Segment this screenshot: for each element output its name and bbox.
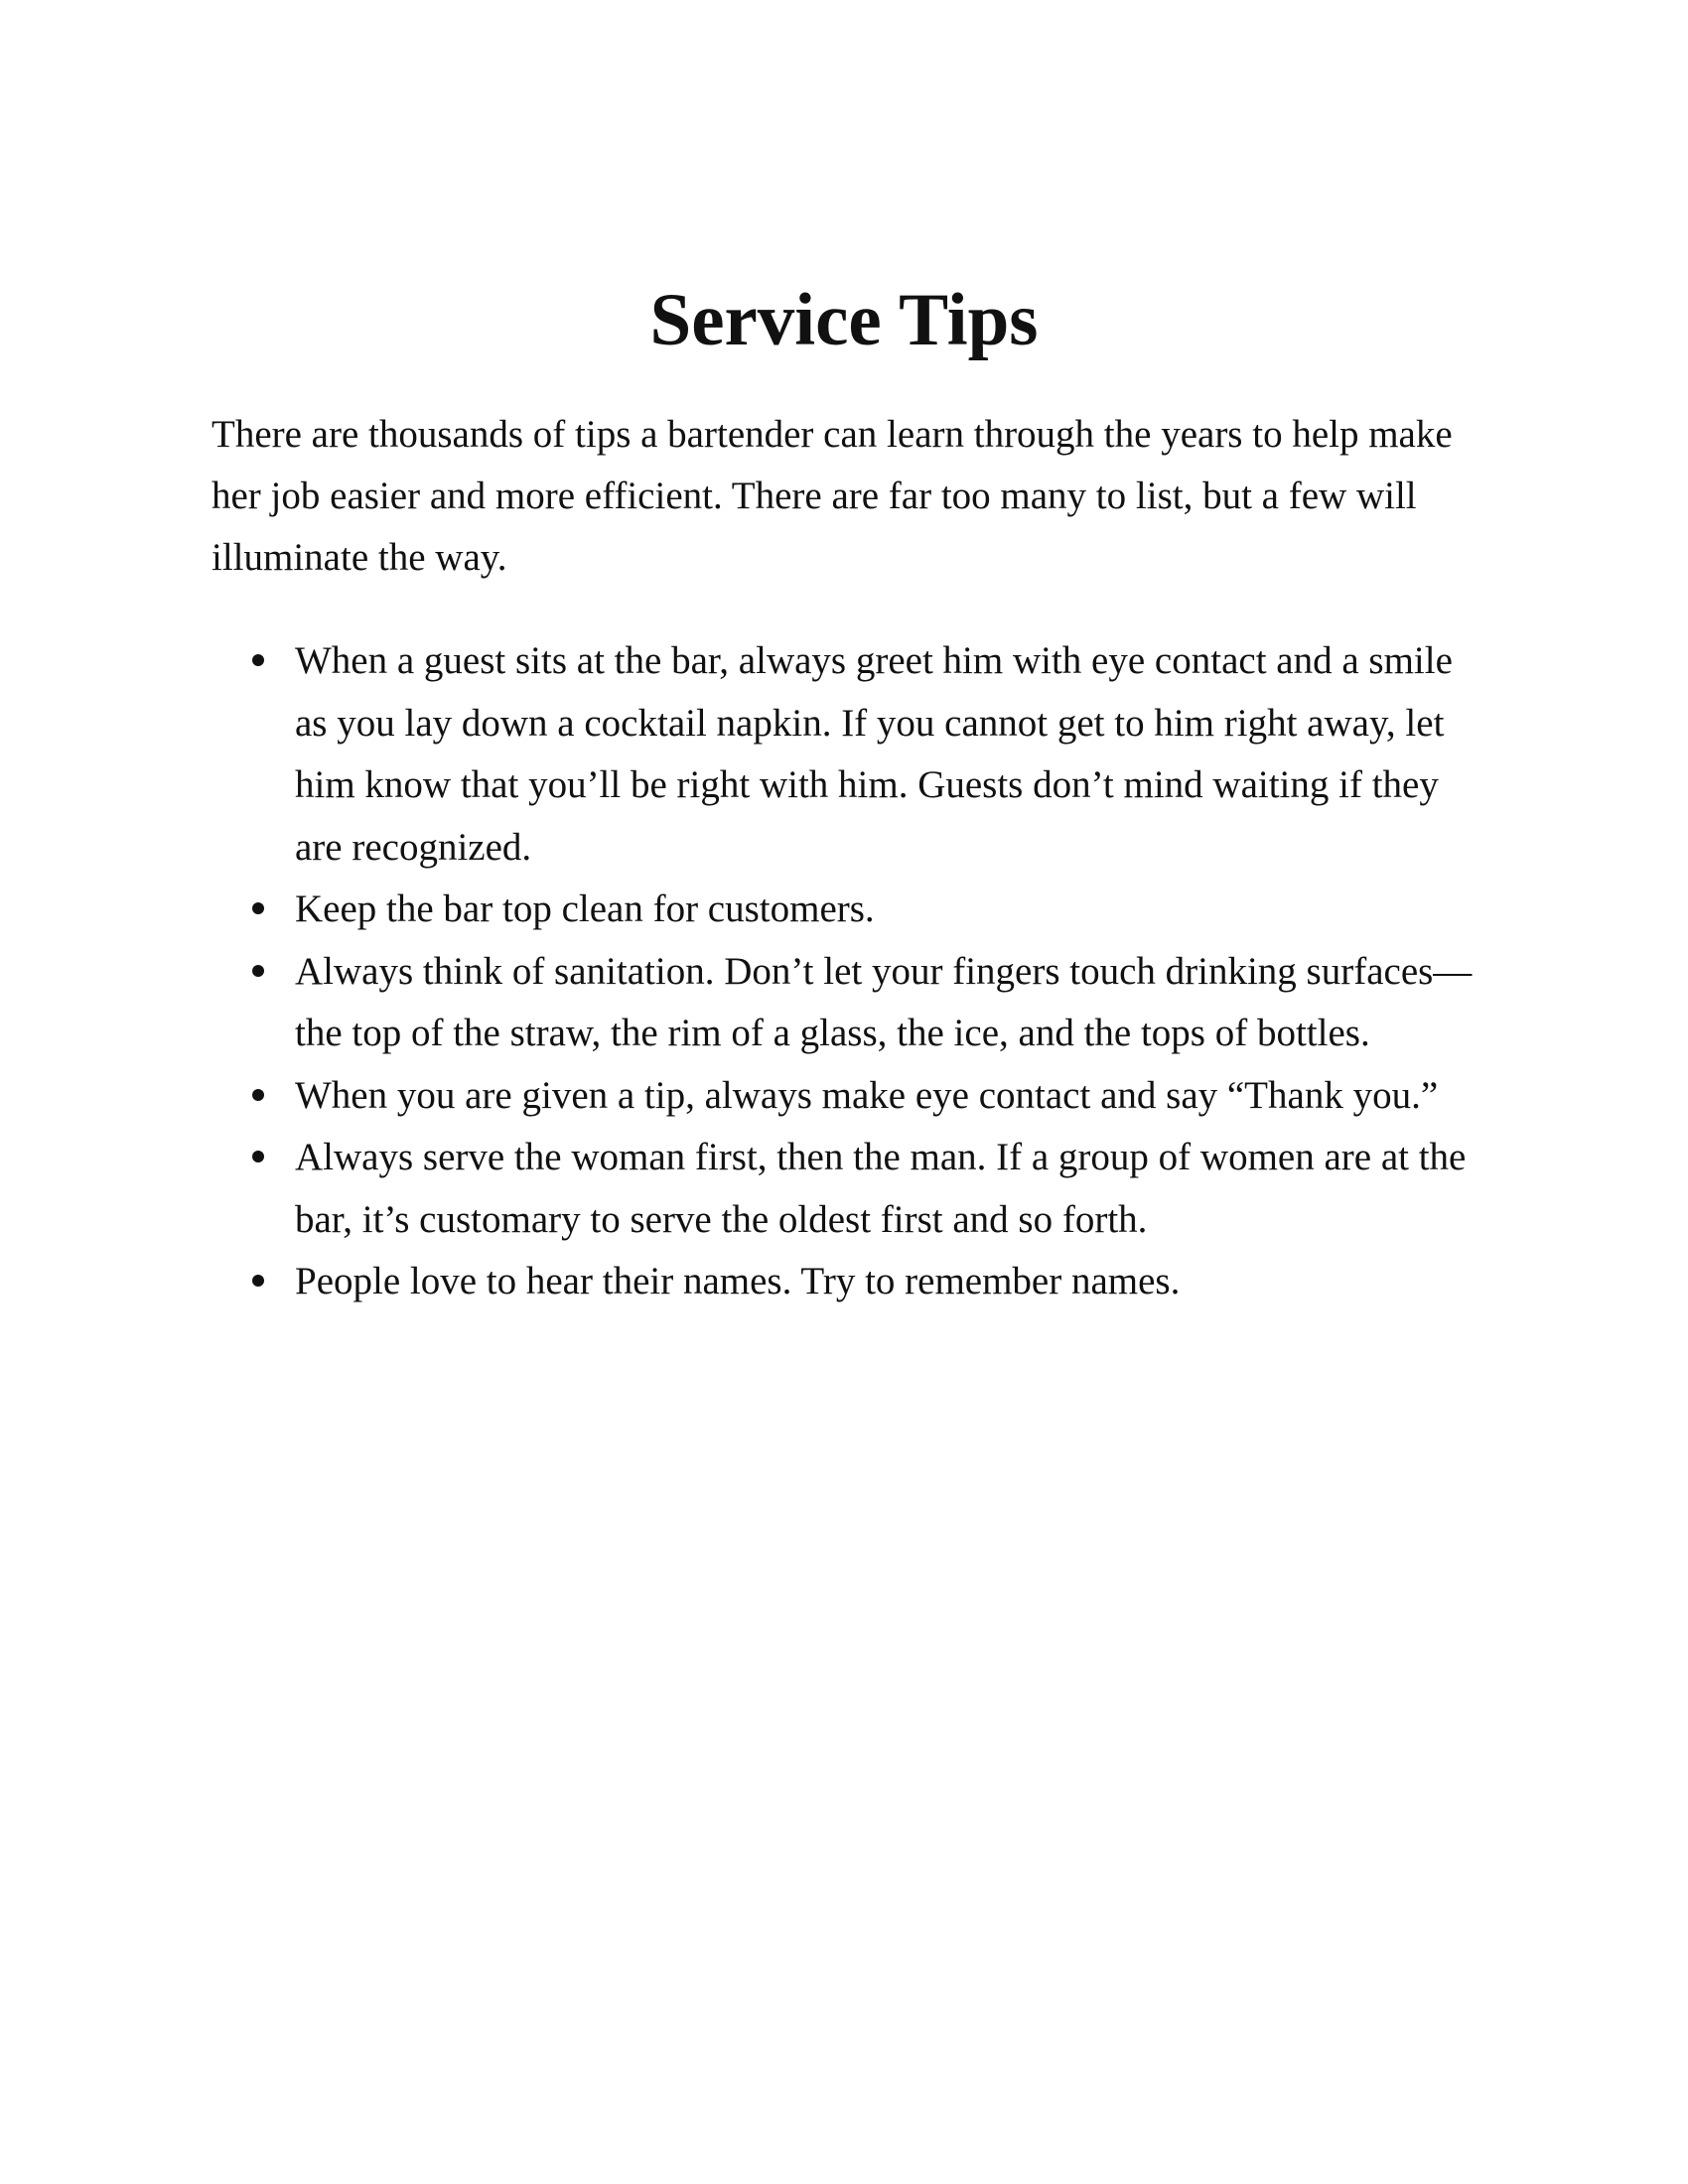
tip-text: Keep the bar top clean for customers. bbox=[295, 887, 875, 930]
list-item bbox=[211, 941, 1492, 1065]
bullet-icon bbox=[252, 1151, 264, 1162]
tip-text: Always think of sanitation. Don’t let your fingers touch drinking surfaces—the top of the straw, the rim of a glass, the ice, and the tops of bottles. bbox=[295, 949, 1473, 1054]
tip-text: When a guest sits at the bar, always greet him with eye contact and a smile as you lay down a cocktail napkin. If you cannot get to him right away, let him know that you’ll be right with him. Guests don’t mind waiting if they are recognized. bbox=[295, 639, 1453, 869]
intro-paragraph: There are thousands of tips a bartender can learn through the years to help make her job easier and more efficient. There are far too many to list, but a few will illuminate the way. bbox=[211, 413, 1453, 579]
tip-text: Always serve the woman first, then the man. If a group of women are at the bar, it’s customary to serve the oldest first and so forth. bbox=[295, 1136, 1467, 1241]
bullet-icon bbox=[252, 1275, 264, 1287]
bullet-icon bbox=[252, 1089, 264, 1101]
list-item bbox=[211, 1251, 1492, 1313]
tip-text: People love to hear their names. Try to remember names. bbox=[295, 1260, 1181, 1302]
page-title: Service Tips bbox=[649, 279, 1039, 361]
list-item bbox=[211, 1065, 1492, 1128]
bullet-icon bbox=[252, 902, 264, 914]
bullet-icon bbox=[252, 654, 264, 666]
tips-list bbox=[211, 630, 1492, 1313]
tip-text: When you are given a tip, always make eye contact and say “Thank you.” bbox=[295, 1073, 1439, 1117]
list-item bbox=[211, 879, 1492, 941]
list-item bbox=[211, 1127, 1492, 1251]
list-item bbox=[211, 630, 1492, 879]
bullet-icon bbox=[252, 965, 264, 977]
